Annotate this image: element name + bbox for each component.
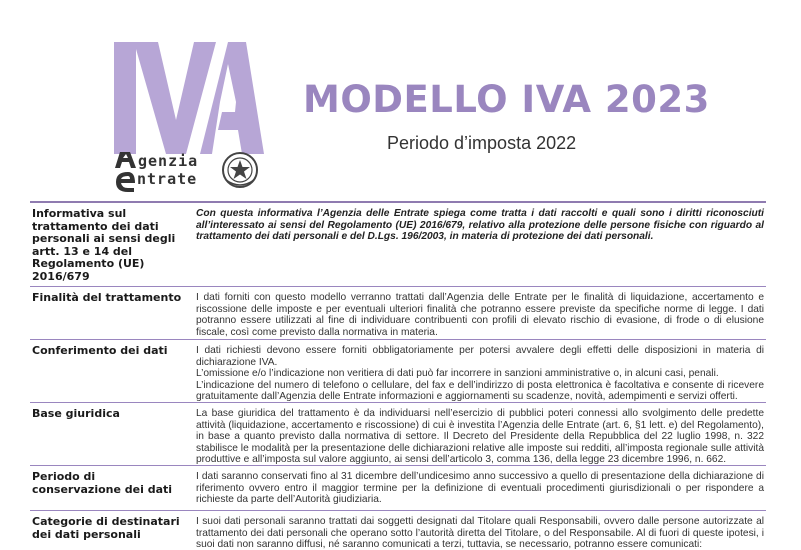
row-text-destinatari [188, 511, 766, 550]
table-row [30, 340, 766, 403]
paragraph: I dati saranno conservati fino al 31 dicembre dell’undicesimo anno successivo a quello di presentazione della dichiarazione di riferimento ovvero entro il maggior termine per la definizione di eventuali procedimenti giurisdizionali o per rispondere a richieste da parte dell’Autorità giudiziaria. [196, 471, 764, 506]
republic-emblem-icon [220, 150, 260, 190]
row-text-base-giuridica [188, 403, 766, 465]
paragraph: L’omissione e/o l’indicazione non veritiera di dati può far incorrere in sanzioni amministrative o, in alcuni casi, penali. [196, 368, 719, 380]
paragraph: I suoi dati personali saranno trattati dai soggetti designati dal Titolare quali Responsabili, ovvero dalle persone autorizzate al trattamento dei dati personali che operano sotto l’autorità diretta del Titolare, o del Responsabile. Al di fuori di queste ipotesi, i suoi dati non saranno diffusi, né saranno comunicati a terzi, tuttavia, se necessario, potranno essere comunicati: [196, 516, 764, 550]
paragraph: I dati richiesti devono essere forniti obbligatoriamente per potersi avvalere degli effetti delle disposizioni in materia di dichiarazione IVA. [196, 345, 764, 368]
document-header [0, 0, 801, 200]
row-text-conferimento [188, 340, 766, 402]
iva-logo-icon [112, 42, 264, 154]
informativa-table [30, 201, 766, 550]
row-label-conservazione: Periodo di conservazione dei dati [32, 470, 173, 496]
paragraph: L’indicazione del numero di telefono o cellulare, del fax e dell’indirizzo di posta elettronica è facoltativa e consente di ricevere gratuitamente dall’Agenzia delle Entrate informazioni e aggiornamenti su scadenze, novità, adempimenti e servizi offerti. [196, 379, 764, 403]
table-row [30, 287, 766, 340]
row-label-destinatari: Categorie di destinatari dei dati personali [32, 515, 180, 541]
row-label-finalita: Finalità del trattamento [32, 291, 182, 304]
table-row [30, 466, 766, 511]
table-row [30, 203, 766, 287]
row-text-finalita [188, 287, 766, 339]
table-row [30, 511, 766, 550]
row-label-informativa: Informativa sul trattamento dei dati personali ai sensi degli artt. 13 e 14 del Regolamento (UE) 2016/679 [32, 207, 176, 283]
paragraph: La base giuridica del trattamento è da individuarsi nell’esercizio di pubblici poteri connessi allo svolgimento delle predette attività (liquidazione, accertamento e riscossione) di cui è investita l’Agenzia delle Entrate (art. 6, §1 lett. e) del Regolamento), in base a quanto previsto dalla normativa di settore. Il Decreto del Presidente della Repubblica del 22 luglio 1998, n. 322 stabilisce le modalità per la presentazione delle dichiarazioni relative alle imposte sui redditi, all’imposta regionale sulle attività produttive e all’imposta sul valore aggiunto, ai sensi dell’articolo 3, comma 136, della legge 23 dicembre 1996, n. 662. [196, 408, 764, 466]
row-text-informativa [188, 203, 766, 286]
paragraph: Con questa informativa l’Agenzia delle Entrate spiega come tratta i dati raccolti e quali sono i diritti riconosciuti all’interessato ai sensi del Regolamento (UE) 2016/679, relativo alla protezione delle persone fisiche con riguardo al trattamento dei dati personali e del D.Lgs. 196/2003, in materia di protezione dei dati personali. [196, 208, 764, 243]
page-title: MODELLO IVA 2023 [303, 78, 710, 121]
row-label-base-giuridica: Base giuridica [32, 407, 120, 420]
logo-entrate-text: ntrate [137, 170, 198, 188]
table-row [30, 403, 766, 466]
row-text-conservazione [188, 466, 766, 510]
logo-agenzia-text: genzia [138, 152, 199, 170]
paragraph: I dati forniti con questo modello verranno trattati dall’Agenzia delle Entrate per le finalità di liquidazione, accertamento e riscossione delle imposte e per eventuali ulteriori finalità che potranno essere previste da specifiche norme di legge. I dati potranno essere utilizzati al fine di individuare contribuenti con profili di elevato rischio di evasione, di frode o di elusione fiscale, così come previsto dalla normativa in materia. [196, 292, 764, 338]
page-subtitle: Periodo d’imposta 2022 [387, 133, 577, 153]
row-label-conferimento: Conferimento dei dati [32, 344, 168, 357]
